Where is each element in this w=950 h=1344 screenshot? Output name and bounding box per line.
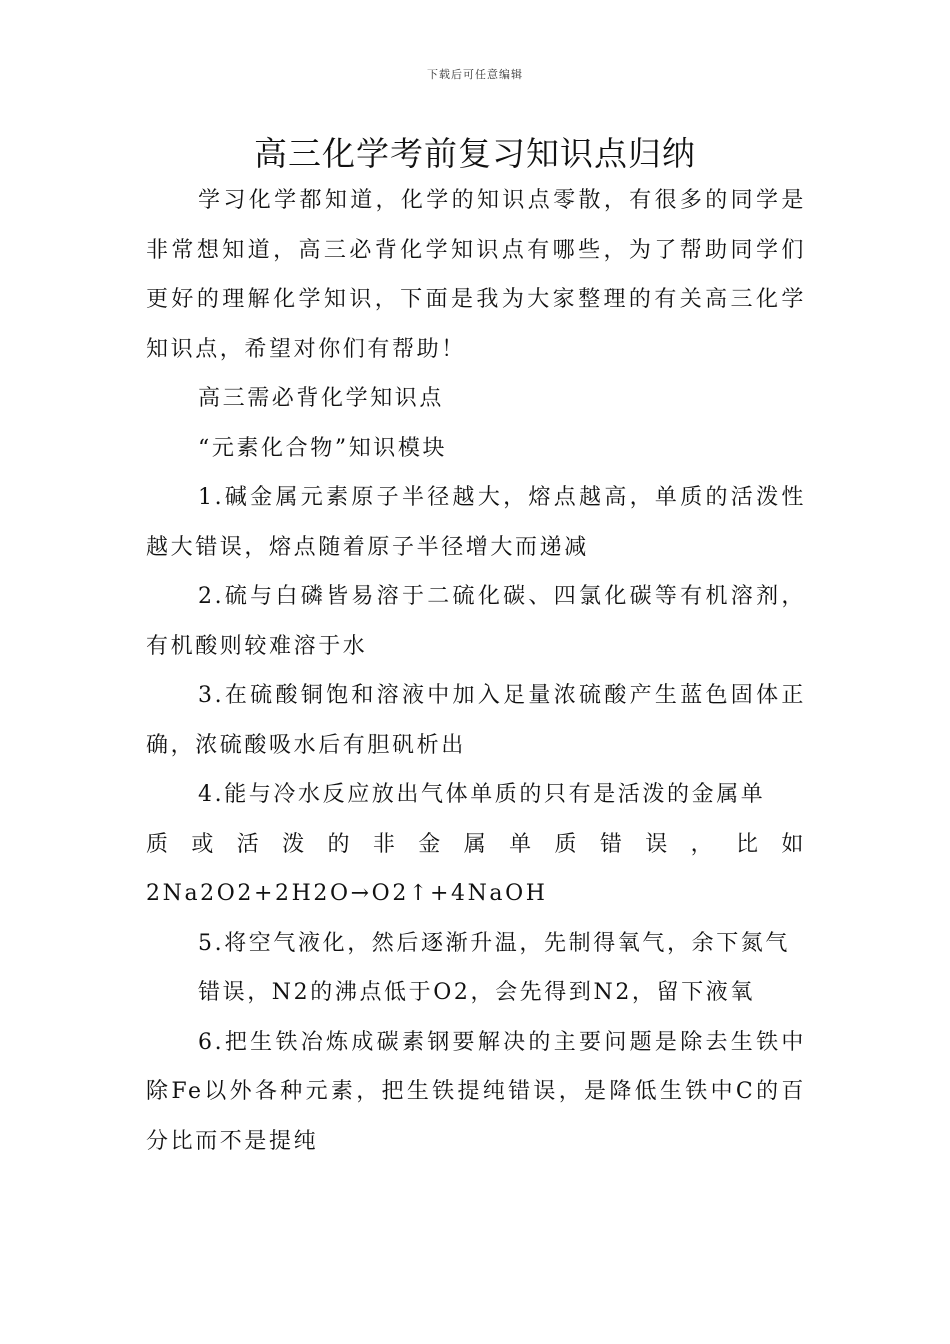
document-body <box>146 176 806 1166</box>
list-item-4-line-2: 质或活泼的非金属单质错误，比如 <box>146 831 806 857</box>
list-item-3: 3.在硫酸铜饱和溶液中加入足量浓硫酸产生蓝色固体正确，浓硫酸吸水后有胆矾析出 <box>146 683 806 758</box>
list-item-1: 1.碱金属元素原子半径越大，熔点越高，单质的活泼性越大错误，熔点随着原子半径增大而递减 <box>146 485 806 560</box>
header-note: 下载后可任意编辑 <box>427 68 523 81</box>
list-item-6: 6.把生铁冶炼成碳素钢要解决的主要问题是除去生铁中除Fe以外各种元素，把生铁提纯错误，是降低生铁中C的百分比而不是提纯 <box>146 1029 806 1154</box>
module-heading: “元素化合物”知识模块 <box>198 435 448 461</box>
section-heading: 高三需必背化学知识点 <box>198 386 445 411</box>
list-item-5-continued: 错误，N2的沸点低于O2，会先得到N2，留下液氧 <box>198 980 755 1005</box>
list-item-2: 2.硫与白磷皆易溶于二硫化碳、四氯化碳等有机溶剂，有机酸则较难溶于水 <box>146 584 806 659</box>
page-title: 高三化学考前复习知识点归纳 <box>254 134 696 173</box>
list-item-4-line-1: 4.能与冷水反应放出气体单质的只有是活泼的金属单 <box>198 782 766 807</box>
intro-paragraph: 学习化学都知道，化学的知识点零散，有很多的同学是非常想知道，高三必背化学知识点有哪些，为了帮助同学们更好的理解化学知识，下面是我为大家整理的有关高三化学知识点，希望对你们有帮助！ <box>146 188 806 362</box>
list-item-4-formula: 2Na2O2+2H2O→O2↑+4NaOH <box>146 881 548 906</box>
list-item-5: 5.将空气液化，然后逐渐升温，先制得氧气，余下氮气 <box>198 930 790 956</box>
